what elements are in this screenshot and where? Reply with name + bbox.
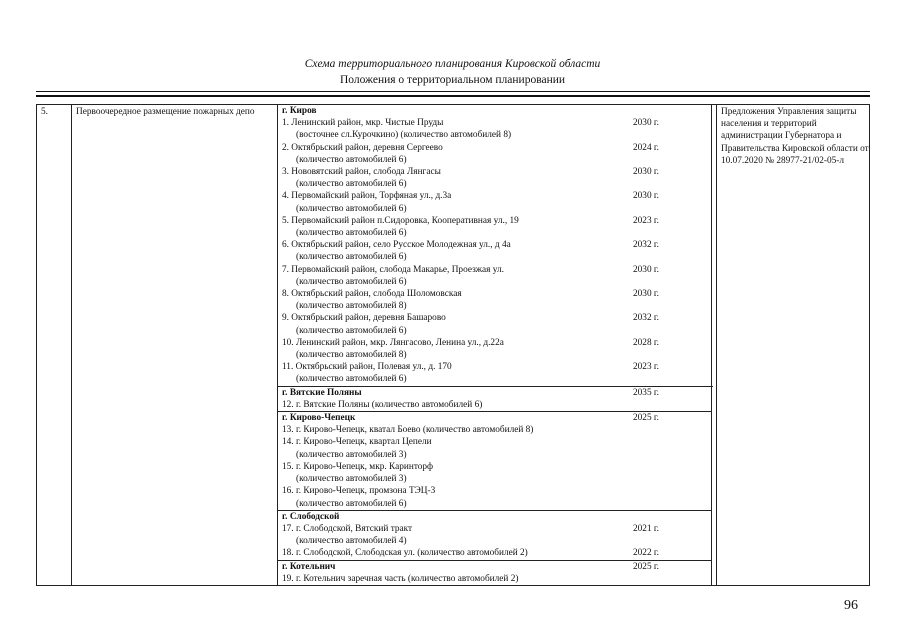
item-location: 15. г. Кирово-Чепецк, мкр. Каринторф: [282, 461, 434, 472]
item-location: 16. г. Кирово-Чепецк, промзона ТЭЦ-3: [282, 486, 436, 497]
list-item: [278, 190, 711, 202]
item-vehicles: (количество автомобилей 8): [296, 350, 407, 361]
item-location: 19. г. Котельнич заречная часть (количество автомобилей 2): [282, 573, 519, 584]
item-location: 1. Ленинский район, мкр. Чистые Пруды: [282, 118, 444, 129]
item-year: [631, 461, 711, 473]
item-vehicles: (количество автомобилей 4): [296, 536, 407, 547]
list-item: [278, 117, 711, 129]
item-year: [631, 436, 711, 448]
item-location: 12. г. Вятские Поляны (количество автомобилей 6): [282, 399, 483, 410]
list-item: [278, 264, 711, 276]
item-vehicles: (количество автомобилей 6): [296, 252, 407, 263]
city-name: г. Кирово-Чепецк: [282, 413, 356, 424]
item-year: 2021 г.: [633, 523, 660, 534]
item-vehicles: (количество автомобилей 6): [296, 154, 407, 165]
list-item: [278, 547, 711, 559]
item-location: 10. Ленинский район, мкр. Лянгасово, Ленина ул., д.22а: [282, 337, 504, 348]
measure-name: Первоочередное размещение пожарных депо: [72, 105, 278, 586]
basis-cell: Предложения Управления защиты населения и территорий администрации Губернатора и Правительства Кировской области от 10.07.2020 № 28977-21/02-05-л: [717, 105, 870, 586]
list-item: [278, 312, 711, 324]
item-year: [631, 399, 711, 411]
item-year: 2022 г.: [633, 548, 660, 559]
document-title: Схема территориального планирования Кировской области: [304, 58, 601, 70]
item-year: 2030 г.: [633, 118, 660, 129]
item-year: 2032 г.: [633, 313, 660, 324]
item-vehicles: (количество автомобилей 6): [296, 498, 407, 509]
item-year: 2024 г.: [633, 142, 660, 153]
location-cell: [278, 510, 712, 560]
item-location: 13. г. Кирово-Чепецк, кватал Боево (количество автомобилей 8): [282, 425, 534, 436]
list-item: [278, 573, 711, 585]
location-cell: [278, 560, 712, 585]
item-location: 5. Первомайский район п.Сидоровка, Кооперативная ул., 19: [282, 215, 519, 226]
item-vehicles: (восточнее сл.Курочкино) (количество автомобилей 8): [296, 130, 512, 141]
item-year: 2023 г.: [633, 215, 660, 226]
city-year: 2025 г.: [633, 413, 660, 424]
item-location: 4. Первомайский район, Торфяная ул., д.3а: [282, 191, 452, 202]
location-cell: [278, 386, 712, 411]
list-item: [278, 142, 711, 154]
list-item: [278, 337, 711, 349]
item-year: [631, 573, 711, 585]
item-location: 18. г. Слободской, Слободская ул. (количество автомобилей 2): [282, 548, 528, 559]
item-vehicles: (количество автомобилей 6): [296, 374, 407, 385]
item-year: 2030 г.: [633, 167, 660, 178]
item-vehicles: (количество автомобилей 6): [296, 325, 407, 336]
list-item: [278, 361, 711, 373]
item-location: 9. Октябрьский район, деревня Башарово: [282, 313, 446, 324]
item-location: 7. Первомайский район, слобода Макарье, Проезжая ул.: [282, 264, 504, 275]
item-location: 11. Октябрьский район, Полевая ул., д. 170: [282, 362, 452, 373]
item-year: 2028 г.: [633, 337, 660, 348]
header-rule: [36, 91, 870, 92]
item-year: 2030 г.: [633, 289, 660, 300]
item-year: 2030 г.: [633, 264, 660, 275]
list-item: [278, 461, 711, 473]
city-name: г. Киров: [282, 106, 317, 116]
item-year: 2030 г.: [633, 191, 660, 202]
list-item: [278, 485, 711, 497]
list-item: [278, 436, 711, 448]
item-location: 3. Нововятский район, слобода Лянгасы: [282, 167, 441, 178]
item-year: [631, 485, 711, 497]
item-location: 2. Октябрьский район, деревня Сергеево: [282, 142, 443, 153]
list-item: [278, 239, 711, 251]
item-year: 2023 г.: [633, 362, 660, 373]
header-rule-thick: [36, 95, 870, 97]
city-year: [631, 105, 711, 117]
item-location: 8. Октябрьский район, слобода Шоломовская: [282, 289, 462, 300]
city-name: г. Вятские Поляны: [282, 387, 362, 398]
item-vehicles: (количество автомобилей 6): [296, 228, 407, 239]
list-item: [278, 523, 711, 535]
city-year: 2035 г.: [633, 387, 660, 398]
city-year: [631, 511, 711, 523]
location-cell: [278, 412, 712, 511]
list-item: [278, 424, 711, 436]
item-year: 2032 г.: [633, 240, 660, 251]
list-item: [278, 166, 711, 178]
item-location: 14. г. Кирово-Чепецк, квартал Цепели: [282, 437, 432, 448]
city-year: 2025 г.: [633, 561, 660, 572]
item-vehicles: (количество автомобилей 3): [296, 474, 407, 485]
list-item: [278, 399, 711, 411]
item-location: 17. г. Слободской, Вятский тракт: [282, 523, 413, 534]
item-vehicles: (количество автомобилей 6): [296, 276, 407, 287]
planning-table: [36, 104, 870, 586]
city-name: г. Слободской: [282, 511, 340, 522]
list-item: [278, 288, 711, 300]
city-name: г. Котельнич: [282, 561, 336, 572]
table-row: [37, 105, 870, 387]
document-subtitle: Положения о территориальном планировании: [339, 74, 566, 86]
row-number: 5.: [37, 105, 72, 586]
location-cell: [278, 105, 712, 387]
list-item: [278, 215, 711, 227]
item-vehicles: (количество автомобилей 8): [296, 301, 407, 312]
page-number: 96: [844, 598, 858, 613]
item-location: 6. Октябрьский район, село Русское Молодежная ул., д 4а: [282, 240, 511, 251]
item-year: [631, 424, 711, 436]
item-vehicles: (количество автомобилей 6): [296, 179, 407, 190]
item-vehicles: (количество автомобилей 6): [296, 203, 407, 214]
item-vehicles: (количество автомобилей 3): [296, 449, 407, 460]
